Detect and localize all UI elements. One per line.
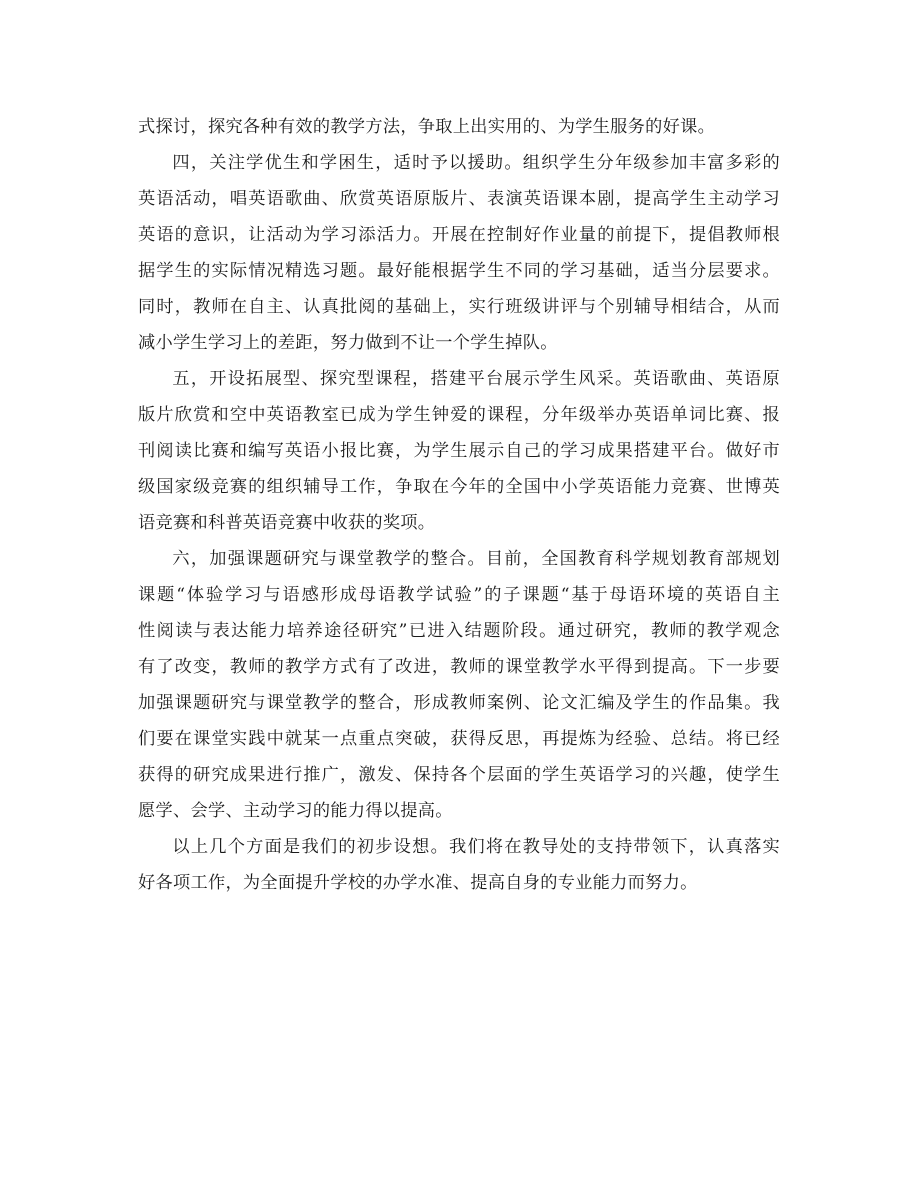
text-line: 英语活动，唱英语歌曲、欣赏英语原版片、表演英语课本剧，提高学生主动学习 [138,189,780,209]
text-line: 五，开设拓展型、探究型课程，搭建平台展示学生风采。英语歌曲、英语原 [172,369,780,389]
text-line: 六，加强课题研究与课堂教学的整合。目前，全国教育科学规划教育部规划 [172,549,780,569]
text-line: 们要在课堂实践中就某一点重点突破，获得反思，再提炼为经验、总结。将已经 [138,729,780,749]
paragraph-p3 [138,541,780,829]
paragraph-p1 [138,145,780,361]
text-line: 获得的研究成果进行推广，激发、保持各个层面的学生英语学习的兴趣，使学生 [138,765,780,785]
text-line: 同时，教师在自主、认真批阅的基础上，实行班级讲评与个别辅导相结合，从而 [138,297,780,317]
text-line: 版片欣赏和空中英语教室已成为学生钟爱的课程，分年级举办英语单词比赛、报 [138,405,780,425]
text-line: 级国家级竞赛的组织辅导工作，争取在今年的全国中小学英语能力竞赛、世博英 [138,477,780,497]
paragraph-p0 [138,109,780,145]
paragraph-p4 [138,829,780,901]
text-line: 性阅读与表达能力培养途径研究”已进入结题阶段。通过研究，教师的教学观念 [138,621,780,641]
document-body [138,109,780,901]
text-line: 语竞赛和科普英语竞赛中收获的奖项。 [138,513,436,533]
paragraph-p2 [138,361,780,541]
text-line: 课题“体验学习与语感形成母语教学试验”的子课题“基于母语环境的英语自主 [138,585,780,605]
text-line: 英语的意识，让活动为学习添活力。开展在控制好作业量的前提下，提倡教师根 [138,225,780,245]
text-line: 四，关注学优生和学困生，适时予以援助。组织学生分年级参加丰富多彩的 [172,153,780,173]
text-line: 据学生的实际情况精选习题。最好能根据学生不同的学习基础，适当分层要求。 [138,261,780,281]
text-line: 刊阅读比赛和编写英语小报比赛，为学生展示自己的学习成果搭建平台。做好市 [138,441,780,461]
text-line: 以上几个方面是我们的初步设想。我们将在教导处的支持带领下，认真落实 [172,837,780,857]
text-line: 减小学生学习上的差距，努力做到不让一个学生掉队。 [138,333,558,353]
text-line: 好各项工作，为全面提升学校的办学水准、提高自身的专业能力而努力。 [138,873,698,893]
text-line: 愿学、会学、主动学习的能力得以提高。 [138,801,453,821]
text-line: 式探讨，探究各种有效的教学方法，争取上出实用的、为学生服务的好课。 [138,117,716,137]
text-line: 加强课题研究与课堂教学的整合，形成教师案例、论文汇编及学生的作品集。我 [138,693,780,713]
text-line: 有了改变，教师的教学方式有了改进，教师的课堂教学水平得到提高。下一步要 [138,657,780,677]
